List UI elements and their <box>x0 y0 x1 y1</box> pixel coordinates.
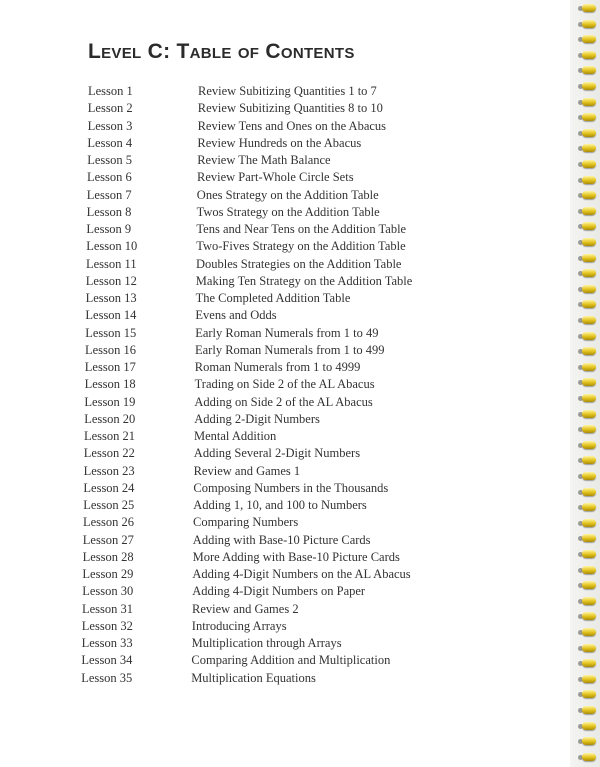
coil-ring <box>582 20 596 28</box>
lesson-title: Evens and Odds <box>195 308 277 323</box>
spiral-coil <box>578 659 598 668</box>
spiral-coil <box>578 254 598 263</box>
lesson-title: Early Roman Numerals from 1 to 49 <box>195 325 379 340</box>
spiral-coil <box>578 519 598 528</box>
lesson-title: Comparing Numbers <box>193 515 299 530</box>
lesson-title: Adding 1, 10, and 100 to Numbers <box>193 498 367 512</box>
coil-ring <box>582 675 596 683</box>
spiral-coil <box>578 66 598 75</box>
coil-ring <box>582 332 596 340</box>
spiral-coil <box>578 191 598 200</box>
spiral-coil <box>578 597 598 606</box>
lesson-number: Lesson 2 <box>87 101 133 116</box>
lesson-title: Review and Games 2 <box>192 601 299 616</box>
lesson-number: Lesson 13 <box>85 291 137 305</box>
coil-ring <box>582 597 596 605</box>
lesson-number: Lesson 29 <box>82 567 134 581</box>
spiral-coil <box>578 488 598 497</box>
lesson-number: Lesson 17 <box>84 360 136 374</box>
lesson-title: Adding 4-Digit Numbers on the AL Abacus <box>192 567 411 581</box>
coil-ring <box>582 659 596 667</box>
lesson-title: Review Tens and Ones on the Abacus <box>197 118 387 133</box>
lesson-title: Early Roman Numerals from 1 to 499 <box>195 342 385 357</box>
lesson-title: Review The Math Balance <box>197 153 331 167</box>
spiral-coil <box>578 144 598 153</box>
coil-ring <box>582 534 596 542</box>
coil-ring <box>582 144 596 152</box>
spiral-coil <box>578 222 598 231</box>
spiral-coil <box>578 238 598 247</box>
lesson-number: Lesson 7 <box>86 187 132 202</box>
lesson-title: Review Hundreds on the Abacus <box>197 135 362 150</box>
coil-ring <box>582 722 596 730</box>
spiral-coil <box>578 644 598 653</box>
coil-ring <box>582 378 596 386</box>
spiral-coil <box>578 737 598 746</box>
lesson-title: Composing Numbers in the Thousands <box>193 480 389 495</box>
coil-ring <box>582 753 596 761</box>
coil-ring <box>582 690 596 698</box>
coil-ring <box>582 285 596 293</box>
coil-ring <box>582 612 596 620</box>
lesson-number: Lesson 21 <box>84 429 136 443</box>
coil-ring <box>582 4 596 12</box>
lesson-title: Comparing Addition and Multiplication <box>191 653 391 668</box>
lesson-number: Lesson 23 <box>83 463 135 478</box>
lesson-title: Adding 4-Digit Numbers on Paper <box>192 584 366 599</box>
coil-ring <box>582 207 596 215</box>
spiral-coil <box>578 394 598 403</box>
lesson-title: Tens and Near Tens on the Addition Table <box>196 222 407 236</box>
lesson-title: Adding Several 2-Digit Numbers <box>193 446 361 461</box>
lesson-number: Lesson 25 <box>83 498 135 512</box>
spiral-coil <box>578 347 598 356</box>
lesson-title: Multiplication Equations <box>191 670 316 685</box>
lesson-number: Lesson 16 <box>85 342 137 357</box>
coil-ring <box>582 160 596 168</box>
coil-ring <box>582 129 596 137</box>
spiral-coil <box>578 176 598 185</box>
spiral-coil <box>578 316 598 325</box>
spiral-binding <box>574 0 598 767</box>
spiral-coil <box>578 441 598 450</box>
lesson-number: Lesson 35 <box>81 670 133 685</box>
lesson-number: Lesson 26 <box>83 515 135 530</box>
lesson-number: Lesson 3 <box>87 118 133 133</box>
lesson-number: Lesson 1 <box>88 84 133 98</box>
lesson-title: Introducing Arrays <box>191 618 287 633</box>
lesson-number: Lesson 6 <box>87 170 132 185</box>
coil-ring <box>582 644 596 652</box>
spiral-coil <box>578 534 598 543</box>
coil-ring <box>582 566 596 574</box>
lesson-number: Lesson 18 <box>84 377 136 392</box>
coil-ring <box>582 222 596 230</box>
coil-ring <box>582 441 596 449</box>
coil-ring <box>582 410 596 418</box>
lesson-title: The Completed Addition Table <box>195 291 351 305</box>
spiral-coil <box>578 628 598 637</box>
lesson-title: Trading on Side 2 of the AL Abacus <box>194 377 375 392</box>
spiral-coil <box>578 35 598 44</box>
spiral-coil <box>578 503 598 512</box>
lesson-title: Two-Fives Strategy on the Addition Table <box>196 239 406 254</box>
lesson-title: Adding with Base-10 Picture Cards <box>192 532 371 547</box>
coil-ring <box>582 737 596 745</box>
coil-ring <box>582 519 596 527</box>
coil-ring <box>582 425 596 433</box>
spiral-coil <box>578 269 598 278</box>
spiral-coil <box>578 82 598 91</box>
lesson-number: Lesson 12 <box>85 273 137 288</box>
coil-ring <box>582 456 596 464</box>
lesson-title: Making Ten Strategy on the Addition Table <box>195 273 413 288</box>
lesson-title: Review Part-Whole Circle Sets <box>197 170 354 185</box>
lesson-title: Ones Strategy on the Addition Table <box>196 187 379 202</box>
spiral-coil <box>578 129 598 138</box>
spiral-coil <box>578 378 598 387</box>
coil-ring <box>582 488 596 496</box>
page-title: Level C: Table of Contents <box>88 40 355 63</box>
coil-ring <box>582 628 596 636</box>
lesson-number: Lesson 27 <box>82 532 134 547</box>
lesson-number: Lesson 22 <box>83 446 135 461</box>
coil-ring <box>582 66 596 74</box>
spiral-coil <box>578 410 598 419</box>
coil-ring <box>582 316 596 324</box>
spiral-coil <box>578 690 598 699</box>
coil-ring <box>582 238 596 246</box>
spiral-coil <box>578 300 598 309</box>
coil-ring <box>582 581 596 589</box>
coil-ring <box>582 503 596 511</box>
lesson-number: Lesson 11 <box>86 256 137 271</box>
lesson-title: More Adding with Base-10 Picture Cards <box>192 549 400 564</box>
lesson-title: Adding on Side 2 of the AL Abacus <box>194 394 373 409</box>
coil-ring <box>582 706 596 714</box>
spiral-coil <box>578 566 598 575</box>
coil-ring <box>582 113 596 121</box>
lesson-title: Mental Addition <box>194 429 277 443</box>
spiral-coil <box>578 456 598 465</box>
coil-ring <box>582 254 596 262</box>
lesson-number: Lesson 30 <box>82 584 134 599</box>
coil-ring <box>582 550 596 558</box>
lesson-number: Lesson 9 <box>86 222 132 236</box>
coil-ring <box>582 176 596 184</box>
lesson-title: Doubles Strategies on the Addition Table <box>196 256 402 271</box>
coil-ring <box>582 347 596 355</box>
coil-ring <box>582 51 596 59</box>
coil-ring <box>582 269 596 277</box>
coil-ring <box>582 82 596 90</box>
lesson-number: Lesson 20 <box>84 411 136 426</box>
lesson-number: Lesson 8 <box>86 204 132 219</box>
coil-ring <box>582 363 596 371</box>
spiral-coil <box>578 4 598 13</box>
spiral-coil <box>578 425 598 434</box>
coil-ring <box>582 472 596 480</box>
lesson-number: Lesson 31 <box>82 601 134 616</box>
lesson-title: Adding 2-Digit Numbers <box>194 411 320 426</box>
spiral-coil <box>578 612 598 621</box>
spiral-coil <box>578 722 598 731</box>
lesson-number: Lesson 24 <box>83 480 135 495</box>
spiral-coil <box>578 113 598 122</box>
spiral-coil <box>578 581 598 590</box>
lesson-number: Lesson 5 <box>87 153 132 167</box>
lesson-title: Roman Numerals from 1 to 4999 <box>194 360 361 374</box>
lesson-number: Lesson 19 <box>84 394 136 409</box>
lesson-title: Review Subitizing Quantities 8 to 10 <box>197 101 383 116</box>
spiral-coil <box>578 98 598 107</box>
spiral-coil <box>578 20 598 29</box>
spiral-coil <box>578 363 598 372</box>
lesson-number: Lesson 34 <box>81 653 133 668</box>
lesson-title: Multiplication through Arrays <box>191 636 342 650</box>
coil-ring <box>582 191 596 199</box>
lesson-number: Lesson 4 <box>87 135 133 150</box>
coil-ring <box>582 300 596 308</box>
spiral-coil <box>578 285 598 294</box>
spiral-coil <box>578 51 598 60</box>
coil-ring <box>582 35 596 43</box>
spiral-coil <box>578 332 598 341</box>
lesson-number: Lesson 28 <box>82 549 134 564</box>
lesson-number: Lesson 15 <box>85 325 137 340</box>
lesson-title: Review and Games 1 <box>193 463 301 478</box>
spiral-coil <box>578 550 598 559</box>
lesson-number: Lesson 32 <box>81 618 133 633</box>
lesson-number: Lesson 33 <box>81 636 133 650</box>
coil-ring <box>582 98 596 106</box>
spiral-coil <box>578 706 598 715</box>
spiral-coil <box>578 207 598 216</box>
lesson-number: Lesson 14 <box>85 308 137 323</box>
spiral-coil <box>578 160 598 169</box>
coil-ring <box>582 394 596 402</box>
lesson-number: Lesson 10 <box>86 239 138 254</box>
lesson-title: Twos Strategy on the Addition Table <box>196 204 380 219</box>
spiral-coil <box>578 675 598 684</box>
spiral-coil <box>578 472 598 481</box>
spiral-coil <box>578 753 598 762</box>
lesson-title: Review Subitizing Quantities 1 to 7 <box>198 84 377 98</box>
